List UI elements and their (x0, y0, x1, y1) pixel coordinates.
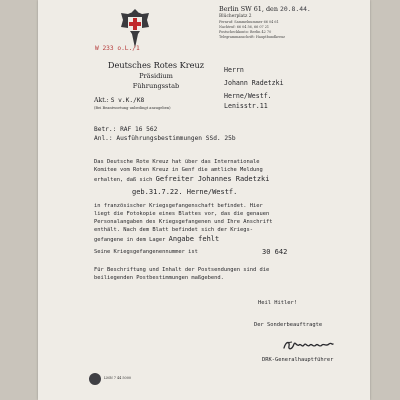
body-line (94, 235, 219, 243)
pow-number-label: Seine Kriegsgefangenennummer ist (94, 249, 198, 255)
city-prefix: Berlin SW 61, den (219, 5, 278, 13)
body-line: beiliegenden Postbestimmungen maßgebend. (94, 275, 224, 281)
contact-line: Postscheckkonto: Berlin 42 70 (219, 30, 272, 34)
sender-street: Blücherplatz 2 (219, 14, 252, 19)
handwritten-signature (282, 338, 334, 352)
reference-line (94, 97, 144, 104)
print-code: LMN 7 44 5000 (104, 376, 132, 380)
reference-stamp: W 233 o.L./1 (95, 45, 140, 52)
letter-date: 20.8.44. (279, 5, 311, 13)
contact-block (219, 20, 285, 40)
recipient-city: Herne/Westf. (224, 92, 272, 100)
enclosure-line: Anl.: Ausführungsbestimmungen SSd. 25b (94, 135, 236, 142)
body-line: Komitee vom Roten Kreuz in Genf die amtliche Meldung (94, 167, 263, 173)
contact-line: Fernruf: Sammelnummer 66 04 61 (219, 20, 279, 24)
recipient-street: Lenisstr.11 (224, 102, 268, 110)
body-line: liegt die Fotokopie eines Blattes vor, das die genauen (94, 211, 270, 217)
contact-line: Telegrammanschrift: Hauptbundkreuz (219, 35, 285, 39)
unit-name: Führungsstab (132, 82, 180, 90)
letter-sheet (38, 0, 370, 400)
body-line: Personalangaben des Kriegsgefangenen und Ihre Anschrift (94, 219, 273, 225)
reference-label: Akt.: (94, 97, 109, 104)
reference-note: (Bei Beantwortung unbedingt anzugeben) (94, 106, 171, 110)
prisoner-name: Gefreiter Johannes Radetzki (155, 175, 270, 183)
prisoner-birth-info: geb.31.7.22. Herne/Westf. (132, 188, 238, 196)
closing-greeting: Heil Hitler! (258, 300, 297, 306)
body-line: Für Beschriftung und Inhalt der Postsendungen sind die (94, 267, 270, 273)
printer-seal-icon (89, 373, 101, 385)
signatory-role: DRK-Generalhauptführer (262, 357, 334, 363)
city-date-line (219, 5, 311, 13)
subject-line: Betr.: RAF 16 562 (94, 126, 158, 133)
pow-number: 30 642 (262, 248, 288, 256)
body-line: Das Deutsche Rote Kreuz hat über das Internationale (94, 159, 260, 165)
signatory-title: Der Sonderbeauftragte (254, 322, 323, 328)
organization-name: Deutsches Rotes Kreuz (107, 60, 205, 70)
body-text: gefangene in dem Lager (94, 237, 169, 243)
contact-line: Nachtruf: 66 04 56, 66 07 21 (219, 25, 270, 29)
recipient-name: Johann Radetzki (224, 79, 284, 87)
reference-value: S v.K./K8 (110, 97, 145, 104)
red-cross-eagle-logo (120, 8, 150, 50)
recipient-salutation: Herrn (224, 66, 244, 74)
body-line: in französischer Kriegsgefangenschaft befindet. Hier (94, 203, 263, 209)
body-line (94, 175, 269, 183)
body-line: enthält. Nach dem Blatt befindet sich der Kriegs- (94, 227, 254, 233)
camp-info: Angabe fehlt (168, 235, 220, 243)
department-name: Präsidium (139, 72, 173, 80)
body-text: erhalten, daß sich (94, 177, 156, 183)
